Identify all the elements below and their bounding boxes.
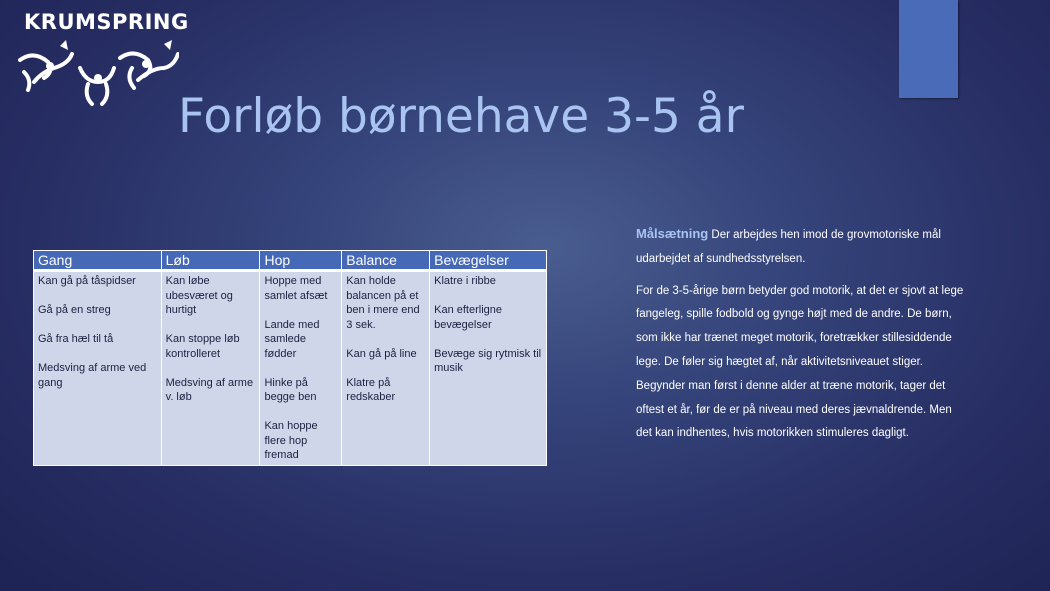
cell-line [346, 332, 425, 347]
cell-line [264, 361, 337, 376]
cell-balance [342, 271, 430, 466]
logo-symbol-icon [14, 38, 179, 110]
header-bevaegelser: Bevægelser [430, 251, 547, 271]
cell-line [166, 361, 256, 376]
cell-line [434, 289, 542, 304]
header-gang: Gang [34, 251, 162, 271]
cell-line [38, 347, 157, 362]
cell-lob [161, 271, 260, 466]
cell-line [38, 318, 157, 333]
cell-line: Kan løbe ubesværet og hurtigt [165, 275, 233, 316]
goal-text: Der arbejdes hen imod de grovmotoriske mål udarbejdet af sundhedsstyrelsen. [636, 229, 941, 265]
cell-line [38, 289, 157, 304]
cell-line: Gå på en streg [38, 304, 111, 316]
cell-line: Kan holde balancen på et ben i mere end 3 sek. [346, 275, 420, 331]
cell-line: Kan efterligne bevægelser [434, 304, 503, 331]
cell-line: Gå fra hæl til tå [38, 333, 114, 345]
goal-paragraph: For de 3-5-årige børn betyder god motorik, at det er sjovt at lege fangeleg, spille fodbold og gynge højt med de andre. De børn, som ikke har trænet meget motorik, foretrækker stillesiddende lege. De føler sig hægtet af, når aktivitetsniveauet stiger. Begynder man først i denne alder at træne motorik, tager det oftest et år, før de er på niveau med deres jævnaldrende. Men det kan indhentes, hvis motorikken stimuleres dagligt. [636, 284, 964, 440]
cell-line [264, 405, 337, 420]
cell-gang [34, 271, 162, 466]
cell-line: Medsving af arme v. løb [165, 376, 254, 403]
cell-line [346, 361, 425, 376]
cell-line: Klatre i ribbe [434, 275, 496, 287]
logo-text: KRUMSPRING [24, 10, 189, 34]
cell-line: Lande med samlede fødder [264, 318, 320, 360]
cell-bevaegelser [430, 271, 547, 466]
page-title: Forløb børnehave 3-5 år [178, 89, 744, 144]
table-row [34, 271, 547, 466]
cell-line: Kan gå på line [346, 347, 417, 360]
header-hop: Hop [260, 251, 342, 271]
cell-line: Hoppe med samlet afsæt [264, 275, 328, 302]
cell-line: Kan gå på tåspidser [38, 275, 136, 287]
cell-line: Kan hoppe flere hop fremad [264, 420, 318, 461]
cell-line: Klatre på redskaber [346, 376, 396, 403]
header-balance: Balance [342, 251, 430, 271]
cell-line: Medsving af arme ved gang [38, 362, 147, 389]
progression-table [33, 250, 547, 466]
goal-lead: Målsætning [636, 226, 709, 241]
cell-line: Hinke på begge ben [264, 376, 317, 403]
cell-line [264, 303, 337, 318]
cell-line: Kan stoppe løb kontrolleret [165, 333, 240, 360]
cell-line [166, 318, 256, 333]
cell-line: Bevæge sig rytmisk til musik [434, 347, 542, 374]
table-header-row [34, 251, 547, 271]
accent-rectangle [899, 0, 958, 98]
goal-text-block [636, 222, 966, 454]
goal-intro [636, 222, 966, 272]
header-lob: Løb [161, 251, 260, 271]
krumspring-logo [14, 10, 189, 110]
cell-line [434, 332, 542, 347]
cell-hop [260, 271, 342, 466]
